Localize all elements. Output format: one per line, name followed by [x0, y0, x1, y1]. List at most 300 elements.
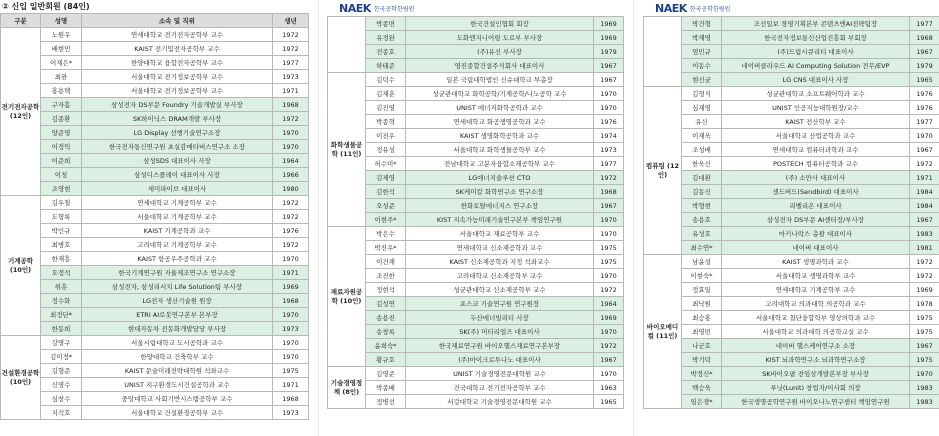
table-row [328, 353, 624, 367]
logo-subtitle: 한국공학한림원 [373, 5, 415, 13]
member-name: 이현숙* [682, 269, 722, 283]
table-row [328, 283, 624, 297]
member-position: 중앙대학교 사회기반시스템공학부 교수 [82, 392, 273, 406]
table-row [644, 283, 939, 297]
table-row [1, 84, 309, 98]
member-name: 김영준 [366, 367, 406, 381]
member-name: 김재훈 [366, 87, 406, 101]
member-position: 연세대학교 기계공학부 교수 [82, 196, 273, 210]
member-position: KAIST 전기및전자공학부 교수 [82, 42, 273, 56]
member-name: 김덕수 [366, 73, 406, 87]
birth-year: 1968 [910, 31, 939, 45]
panel-1 [0, 0, 308, 420]
table-row [328, 31, 624, 45]
table-row [1, 56, 309, 70]
header-name: 성명 [41, 14, 82, 28]
table-row [1, 98, 309, 112]
member-position: 한양대학교 융합전자공학부 교수 [82, 56, 273, 70]
member-name: 정유성 [366, 143, 406, 157]
birth-year: 1973 [273, 322, 309, 336]
table-row [644, 185, 939, 199]
table-row [1, 308, 309, 322]
member-position: 도화엔지니어링 도로부 부사장 [406, 31, 594, 45]
birth-year: 1978 [910, 297, 939, 311]
birth-year: 1970 [594, 367, 624, 381]
birth-year: 1976 [273, 224, 309, 238]
member-position: 한화토탈에너지스 연구소장 [406, 199, 594, 213]
member-name: 김성연 [366, 297, 406, 311]
member-name: 김형식 [682, 87, 722, 101]
birth-year: 1983 [910, 227, 939, 241]
member-name: 이청 [41, 168, 82, 182]
member-name: 김대환 [682, 171, 722, 185]
member-position: 한국건설인협회 회장 [406, 17, 594, 31]
member-position: 삼성디스플레이 대표이사 사장 [82, 168, 273, 182]
member-position: 서울대학교 건설환경공학부 교수 [82, 406, 273, 420]
table-row [1, 112, 309, 126]
member-name: 허수미* [366, 157, 406, 171]
member-name: 이동수 [682, 59, 722, 73]
member-position: LG에너지솔루션 CTO [406, 171, 594, 185]
table-row [328, 269, 624, 283]
table-row [1, 350, 309, 364]
table-row [328, 143, 624, 157]
birth-year: 1976 [594, 115, 624, 129]
birth-year: 1970 [594, 213, 624, 227]
member-name: 황규호 [366, 353, 406, 367]
member-position: 연세대학교 기계공학부 교수 [722, 283, 910, 297]
table-row [328, 171, 624, 185]
table-row [1, 392, 309, 406]
birth-year: 1968 [273, 392, 309, 406]
member-position: 네이버 헬스케어연구소 소장 [722, 339, 910, 353]
member-position: 서울대학교 산업공학과 교수 [722, 129, 910, 143]
table-row [644, 241, 939, 255]
member-position: 일본 국립대학법인 신슈대학교 부총장 [406, 73, 594, 87]
table-row [1, 70, 309, 84]
birth-year: 1977 [273, 56, 309, 70]
birth-year: 1983 [910, 395, 939, 409]
table-row [644, 227, 939, 241]
birth-year: 1969 [594, 31, 624, 45]
table-row [328, 129, 624, 143]
member-name: 배현민 [41, 42, 82, 56]
member-name: 노원우 [41, 28, 82, 42]
member-name: 심재영 [682, 101, 722, 115]
birth-year: 1972 [910, 255, 939, 269]
birth-year: 1970 [273, 126, 309, 140]
birth-year: 1970 [273, 252, 309, 266]
table-row [328, 367, 624, 381]
birth-year: 1969 [594, 17, 624, 31]
birth-year: 1965 [594, 395, 624, 409]
table-row [1, 28, 309, 42]
member-name: 송용진 [366, 311, 406, 325]
member-position: 서울대학교 의과대학 의공학교실 교수 [722, 325, 910, 339]
member-name: 최정단* [41, 308, 82, 322]
member-name: 신명수 [41, 378, 82, 392]
birth-year: 1965 [910, 73, 939, 87]
birth-year: 1977 [910, 115, 939, 129]
table-row [1, 210, 309, 224]
table-row [328, 59, 624, 73]
member-position: 한양대학교 건축학부 교수 [82, 350, 273, 364]
member-name: 지석호 [41, 406, 82, 420]
category-cell [328, 17, 366, 73]
table-row [1, 336, 309, 350]
birth-year: 1964 [594, 297, 624, 311]
section-title: ② 신입 일반회원 (84인) [2, 2, 90, 11]
member-name: 박진우* [366, 241, 406, 255]
member-name: 정효일 [682, 283, 722, 297]
birth-year: 1967 [594, 73, 624, 87]
category-cell: 화학생물공학 (11인) [328, 73, 366, 227]
birth-year: 1977 [910, 17, 939, 31]
member-name: 김한석 [366, 185, 406, 199]
member-name: 최승홍 [682, 311, 722, 325]
table-row [644, 115, 939, 129]
birth-year: 1972 [594, 283, 624, 297]
member-position: LG Display 선행기술연구소장 [82, 126, 273, 140]
member-position: 루닛(Lunit) 창업자/이사회 의장 [722, 381, 910, 395]
member-name: 최낙원 [682, 297, 722, 311]
table-row [644, 129, 939, 143]
category-cell: 기술경영정책 (8인) [328, 367, 366, 409]
member-position: SK케미칼 화학연구소 연구소장 [406, 185, 594, 199]
birth-year: 1973 [594, 143, 624, 157]
member-position: 서울대학교 화학생물공학부 교수 [406, 143, 594, 157]
member-name: 최병호 [41, 238, 82, 252]
member-name: 위훈 [41, 280, 82, 294]
birth-year: 1975 [910, 311, 939, 325]
member-name: 김종환 [41, 112, 82, 126]
member-position: UNIST 에너지화학공학과 교수 [406, 101, 594, 115]
member-position: KAIST 전산학부 교수 [722, 115, 910, 129]
header-position: 소속 및 직위 [82, 14, 273, 28]
member-name: 정현석 [366, 283, 406, 297]
table-row [1, 126, 309, 140]
table-row [644, 45, 939, 59]
birth-year: 1967 [910, 213, 939, 227]
table-row [1, 238, 309, 252]
member-name: 박재영 [682, 31, 722, 45]
table-row [328, 73, 624, 87]
member-name: 양준영 [41, 126, 82, 140]
birth-year: 1968 [273, 98, 309, 112]
member-position: KAIST 신소재공학과 지정 석좌교수 [406, 255, 594, 269]
member-name: 유성호 [682, 227, 722, 241]
birth-year: 1969 [273, 280, 309, 294]
birth-year: 1970 [594, 269, 624, 283]
birth-year: 1972 [910, 157, 939, 171]
birth-year: 1972 [273, 42, 309, 56]
table-row [1, 168, 309, 182]
category-cell: 기계공학 (10인) [1, 196, 41, 336]
panel-3 [643, 0, 939, 409]
member-position: UNIST 인공지능대학원장/교수 [722, 101, 910, 115]
birth-year: 1971 [273, 378, 309, 392]
birth-year: 1969 [594, 311, 624, 325]
category-cell: 컴퓨팅 (12인) [644, 87, 682, 255]
table-row [328, 241, 624, 255]
member-name: 이정익 [41, 140, 82, 154]
member-name: 한재흥 [41, 252, 82, 266]
birth-year: 1975 [273, 364, 309, 378]
member-name: 한동희 [41, 322, 82, 336]
birth-year: 1974 [594, 129, 624, 143]
birth-year: 1971 [273, 84, 309, 98]
member-position: SK(주) 머티리얼즈 대표이사 [406, 325, 594, 339]
panel-2 [327, 0, 623, 409]
member-name: 김미정* [41, 350, 82, 364]
table-row [328, 255, 624, 269]
member-name: 박기덕 [682, 353, 722, 367]
member-name: 김우철 [41, 196, 82, 210]
table-row [1, 378, 309, 392]
member-name: 이건재 [366, 255, 406, 269]
table-row [644, 101, 939, 115]
table-row [1, 252, 309, 266]
member-position: (주)유신 부사장 [406, 45, 594, 59]
birth-year: 1973 [273, 406, 309, 420]
table-row [644, 381, 939, 395]
member-position: 서울대학교 생명과학부 교수 [722, 269, 910, 283]
member-position: 삼성전자, 삼성리서치 Life Solution팀 부사장 [82, 280, 273, 294]
birth-year: 1970 [910, 367, 939, 381]
header-year: 생년 [273, 14, 309, 28]
member-position: KAIST 생명과학과 교수 [722, 255, 910, 269]
member-position: 서울시립대학교 도시공학과 교수 [82, 336, 273, 350]
birth-year: 1970 [594, 227, 624, 241]
birth-year: 1975 [910, 325, 939, 339]
member-position: 연세대학교 화공생명공학과 교수 [406, 115, 594, 129]
birth-year: 1967 [594, 199, 624, 213]
member-name: 현신균 [682, 73, 722, 87]
birth-year: 1972 [273, 112, 309, 126]
page-divider [633, 0, 634, 436]
member-name: 나군호 [682, 339, 722, 353]
naek-logo [327, 0, 623, 16]
member-position: 서울대학교 전기정보공학부 교수 [82, 84, 273, 98]
table-row [644, 87, 939, 101]
birth-year: 1967 [910, 143, 939, 157]
table-row [644, 269, 939, 283]
member-position: 성균관대학교 화학공학/기계공학/나노공학 교수 [406, 87, 594, 101]
member-position: KAIST 항공우주공학과 교수 [82, 252, 273, 266]
table-row [1, 42, 309, 56]
member-position: 삼성전자 DS부문 AI센터장/부사장 [722, 213, 910, 227]
category-cell [644, 17, 682, 87]
table-row [1, 406, 309, 420]
table-row [328, 297, 624, 311]
member-position: 마키나락스 총괄 대표이사 [722, 227, 910, 241]
member-name: 송창록 [366, 325, 406, 339]
member-name: 김제영 [366, 171, 406, 185]
member-position: KIST 뇌과학연구소 뇌과학연구소장 [722, 353, 910, 367]
table-row [328, 17, 624, 31]
member-name: 박형현 [682, 199, 722, 213]
member-position: 조선일보 경영기획본부 콘텐츠엔AI전략팀장 [722, 17, 910, 31]
member-name: 조성배 [682, 143, 722, 157]
table-row [1, 140, 309, 154]
member-name: 강명구 [41, 336, 82, 350]
birth-year: 1984 [910, 185, 939, 199]
member-position: KIST 지속가능미래기술연구본부 책임연구원 [406, 213, 594, 227]
member-position: 두산에너빌리티 사장 [406, 311, 594, 325]
member-name: 최영빈 [682, 325, 722, 339]
page-divider [318, 0, 319, 436]
member-position: 영진종합건설주식회사 대표이사 [406, 59, 594, 73]
table-row [644, 339, 939, 353]
member-position: LG전자 생산기술원 원장 [82, 294, 273, 308]
member-name: 박은수 [366, 227, 406, 241]
table-row [1, 294, 309, 308]
member-position: 센드버드(Sendbird) 대표이사 [722, 185, 910, 199]
member-name: 심창수 [41, 392, 82, 406]
member-name: 백승욱 [682, 381, 722, 395]
member-position: 연세대학교 전기전자공학부 교수 [82, 28, 273, 42]
table-row [644, 171, 939, 185]
member-name: 박건형 [682, 17, 722, 31]
birth-year: 1972 [273, 210, 309, 224]
member-name: 도형록 [41, 210, 82, 224]
member-name: 조영현 [41, 182, 82, 196]
members-table [0, 13, 309, 420]
member-position: 한국전자정보통신산업진흥회 부회장 [722, 31, 910, 45]
table-row [644, 157, 939, 171]
header-category: 구분 [1, 14, 41, 28]
birth-year: 1971 [273, 266, 309, 280]
member-position: 현대자동차 전동화개발담당 부사장 [82, 322, 273, 336]
member-position: 서강대학교 기술경영전문대학원 교수 [406, 395, 594, 409]
member-name: 최수연* [682, 241, 722, 255]
birth-year: 1970 [273, 140, 309, 154]
member-name: 정수화 [41, 294, 82, 308]
birth-year: 1975 [910, 353, 939, 367]
birth-year: 1966 [273, 168, 309, 182]
member-name: 송용호 [682, 213, 722, 227]
member-position: 전남대학교 고분자융합소재공학부 교수 [406, 157, 594, 171]
birth-year: 1970 [273, 308, 309, 322]
member-position: 건국대학교 전기전자공학부 교수 [406, 381, 594, 395]
member-name: 엄민규 [682, 45, 722, 59]
member-name: 최완 [41, 70, 82, 84]
member-position: 한국재료연구원 바이오헬스재료연구본부장 [406, 339, 594, 353]
table-row [1, 322, 309, 336]
birth-year: 1963 [594, 381, 624, 395]
member-position: 포스코 기술연구원 연구원장 [406, 297, 594, 311]
birth-year: 1972 [594, 171, 624, 185]
table-row [1, 182, 309, 196]
member-name: 구자흠 [41, 98, 82, 112]
birth-year: 1976 [910, 87, 939, 101]
member-position: 연세대학교 컴퓨터과학과 교수 [722, 143, 910, 157]
table-row [1, 364, 309, 378]
table-row [644, 367, 939, 381]
birth-year: 1972 [273, 196, 309, 210]
table-row [644, 213, 939, 227]
table-row [328, 311, 624, 325]
member-name: 김진영 [366, 101, 406, 115]
table-row [644, 73, 939, 87]
member-position: 고려대학교 의과대학 의공학과 교수 [722, 297, 910, 311]
member-name: 오정석 [41, 266, 82, 280]
birth-year: 1970 [273, 336, 309, 350]
birth-year: 1980 [273, 182, 309, 196]
member-name: 윤희숙* [366, 339, 406, 353]
birth-year: 1972 [910, 269, 939, 283]
table-row [328, 115, 624, 129]
member-position: 네이버클라우드 AI Computing Solution 전무/EVP [722, 59, 910, 73]
table-row [328, 45, 624, 59]
member-name: 하태준 [366, 59, 406, 73]
table-row [644, 353, 939, 367]
member-name: 박종혁 [366, 115, 406, 129]
member-name: 김형준 [41, 364, 82, 378]
birth-year: 1979 [910, 59, 939, 73]
member-position: KAIST 문술미래전략대학원 석좌교수 [82, 364, 273, 378]
member-position: LG CNS 대표이사 사장 [722, 73, 910, 87]
member-position: 서울대학교 재료공학부 교수 [406, 227, 594, 241]
birth-year: 1975 [594, 241, 624, 255]
table-row [644, 31, 939, 45]
table-row [644, 311, 939, 325]
table-row [328, 157, 624, 171]
birth-year: 1971 [910, 171, 939, 185]
member-position: 연세대학교 신소재공학과 교수 [406, 241, 594, 255]
birth-year: 1972 [273, 28, 309, 42]
member-position: 세미파이브 대표이사 [82, 182, 273, 196]
member-name: 유정완 [366, 31, 406, 45]
table-row [644, 17, 939, 31]
table-row [644, 395, 939, 409]
member-name: 조진한 [366, 269, 406, 283]
member-position: 성균관대학교 신소재공학부 교수 [406, 283, 594, 297]
birth-year: 1984 [910, 199, 939, 213]
member-position: UNIST 기술경영전문대학원 교수 [406, 367, 594, 381]
birth-year: 1970 [273, 350, 309, 364]
birth-year: 1972 [594, 339, 624, 353]
table-header [1, 14, 309, 28]
member-name: 정병선 [366, 395, 406, 409]
birth-year: 1968 [594, 185, 624, 199]
member-position: 고려대학교 신소재공학부 교수 [406, 269, 594, 283]
naek-logo [643, 0, 939, 16]
member-name: 이진우 [366, 129, 406, 143]
member-name: 홍용택 [41, 84, 82, 98]
member-position: 서울대학교 전기정보공학부 교수 [82, 70, 273, 84]
member-position: 한국전자통신연구원 초실감메타버스연구소 소장 [82, 140, 273, 154]
table-row [1, 224, 309, 238]
table-row [328, 395, 624, 409]
table-row [644, 325, 939, 339]
table-row [644, 255, 939, 269]
birth-year: 1981 [910, 241, 939, 255]
table-row [328, 339, 624, 353]
member-name: 박종배 [366, 381, 406, 395]
member-position: 삼성전자 DS부문 Foundry 기술개발실 부사장 [82, 98, 273, 112]
birth-year: 1967 [594, 59, 624, 73]
member-name: 이준희 [41, 154, 82, 168]
birth-year: 1967 [594, 353, 624, 367]
table-row [1, 280, 309, 294]
member-name: 김동신 [682, 185, 722, 199]
member-position: (주)드림시큐리티 대표이사 [722, 45, 910, 59]
table-row [1, 266, 309, 280]
table-row [644, 297, 939, 311]
member-position: SK하이닉스 DRAM개발 부사장 [82, 112, 273, 126]
birth-year: 1970 [910, 129, 939, 143]
